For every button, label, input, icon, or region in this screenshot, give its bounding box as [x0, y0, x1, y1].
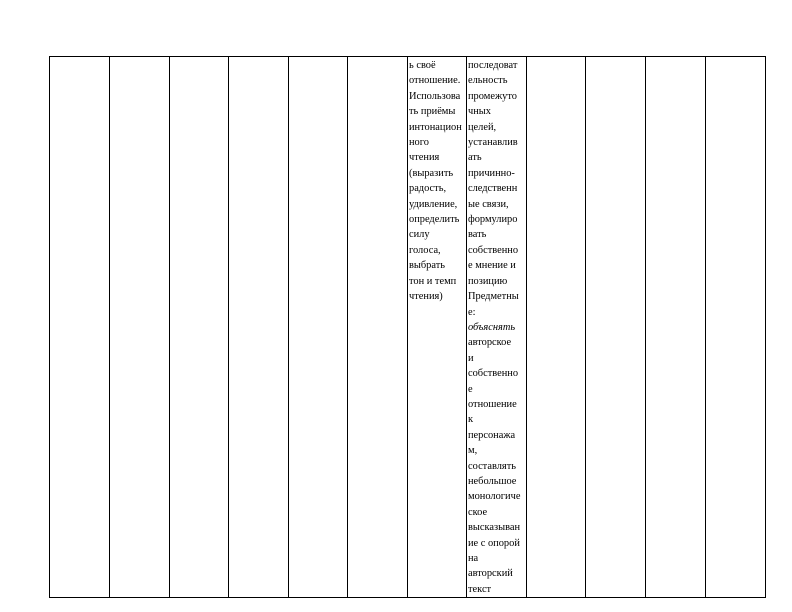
text-line: составлять: [468, 460, 516, 472]
text-line: определить: [409, 214, 460, 226]
text-line-italic: объяснять: [468, 321, 516, 333]
text-line: е мнение и: [468, 260, 516, 272]
table-row: [50, 57, 766, 598]
table-cell-col11: [646, 57, 706, 598]
text-line: ать: [468, 152, 482, 164]
text-line: собственно: [468, 368, 519, 380]
table-cell-col4: [229, 57, 289, 598]
text-line: авторское: [468, 337, 512, 349]
text-line: целей,: [468, 121, 497, 133]
text-line: чных: [468, 106, 491, 118]
text-line: вать: [468, 229, 487, 241]
text-line: ного: [409, 137, 429, 149]
text-line: промежуто: [468, 90, 517, 102]
text-line: ское: [468, 506, 488, 518]
text-line: выбрать: [409, 260, 445, 272]
cell-text-col8: [467, 57, 526, 597]
text-line: (выразить: [409, 167, 454, 179]
text-line: последоват: [468, 60, 518, 71]
text-line: чтения: [409, 152, 440, 164]
text-line: формулиро: [468, 214, 518, 226]
table-cell-col2: [110, 57, 170, 598]
table-cell-col6: [348, 57, 408, 598]
table-cell-col3: [170, 57, 229, 598]
text-line: ть приёмы: [409, 106, 456, 118]
text-line: голоса,: [409, 244, 441, 256]
text-line: интонацион: [409, 121, 462, 133]
text-line: текст: [468, 583, 492, 595]
text-line: высказыван: [468, 522, 521, 534]
table-cell-col8: [467, 57, 527, 598]
text-line: причинно-: [468, 167, 515, 179]
text-line: к: [468, 414, 474, 426]
text-line: собственно: [468, 244, 519, 256]
text-line: небольшое: [468, 475, 517, 487]
lesson-plan-table: [49, 56, 766, 598]
text-line: отношение.: [409, 75, 461, 87]
text-line: силу: [409, 229, 430, 241]
text-line: удивление,: [409, 198, 458, 210]
text-line: персонажа: [468, 429, 516, 441]
text-line: позицию: [468, 275, 508, 287]
table-cell-col1: [50, 57, 110, 598]
cell-text-col7: [408, 57, 466, 305]
text-line: следственн: [468, 183, 518, 195]
text-line: м,: [468, 445, 478, 457]
text-line: ельность: [468, 75, 508, 87]
table-cell-col5: [289, 57, 348, 598]
table-cell-col10: [586, 57, 646, 598]
text-line: монологиче: [468, 491, 521, 503]
table-cell-col12: [706, 57, 766, 598]
text-line: и: [468, 352, 474, 364]
text-line: чтения): [409, 291, 443, 303]
text-line: устанавлив: [468, 137, 518, 149]
text-line: ые связи,: [468, 198, 509, 210]
text-line: е: [468, 383, 473, 395]
text-line: на: [468, 553, 479, 564]
table-cell-col9: [527, 57, 586, 598]
text-line: ие с опорой: [468, 537, 520, 549]
text-line: Использова: [409, 90, 461, 102]
text-line: авторский: [468, 568, 513, 580]
table-cell-col7: [408, 57, 467, 598]
text-line: радость,: [409, 183, 447, 195]
text-line: тон и темп: [409, 275, 457, 287]
text-line: ь своё: [409, 60, 436, 71]
text-line: отношение: [468, 398, 517, 410]
text-line: Предметны: [468, 291, 519, 303]
text-line: е:: [468, 306, 476, 318]
